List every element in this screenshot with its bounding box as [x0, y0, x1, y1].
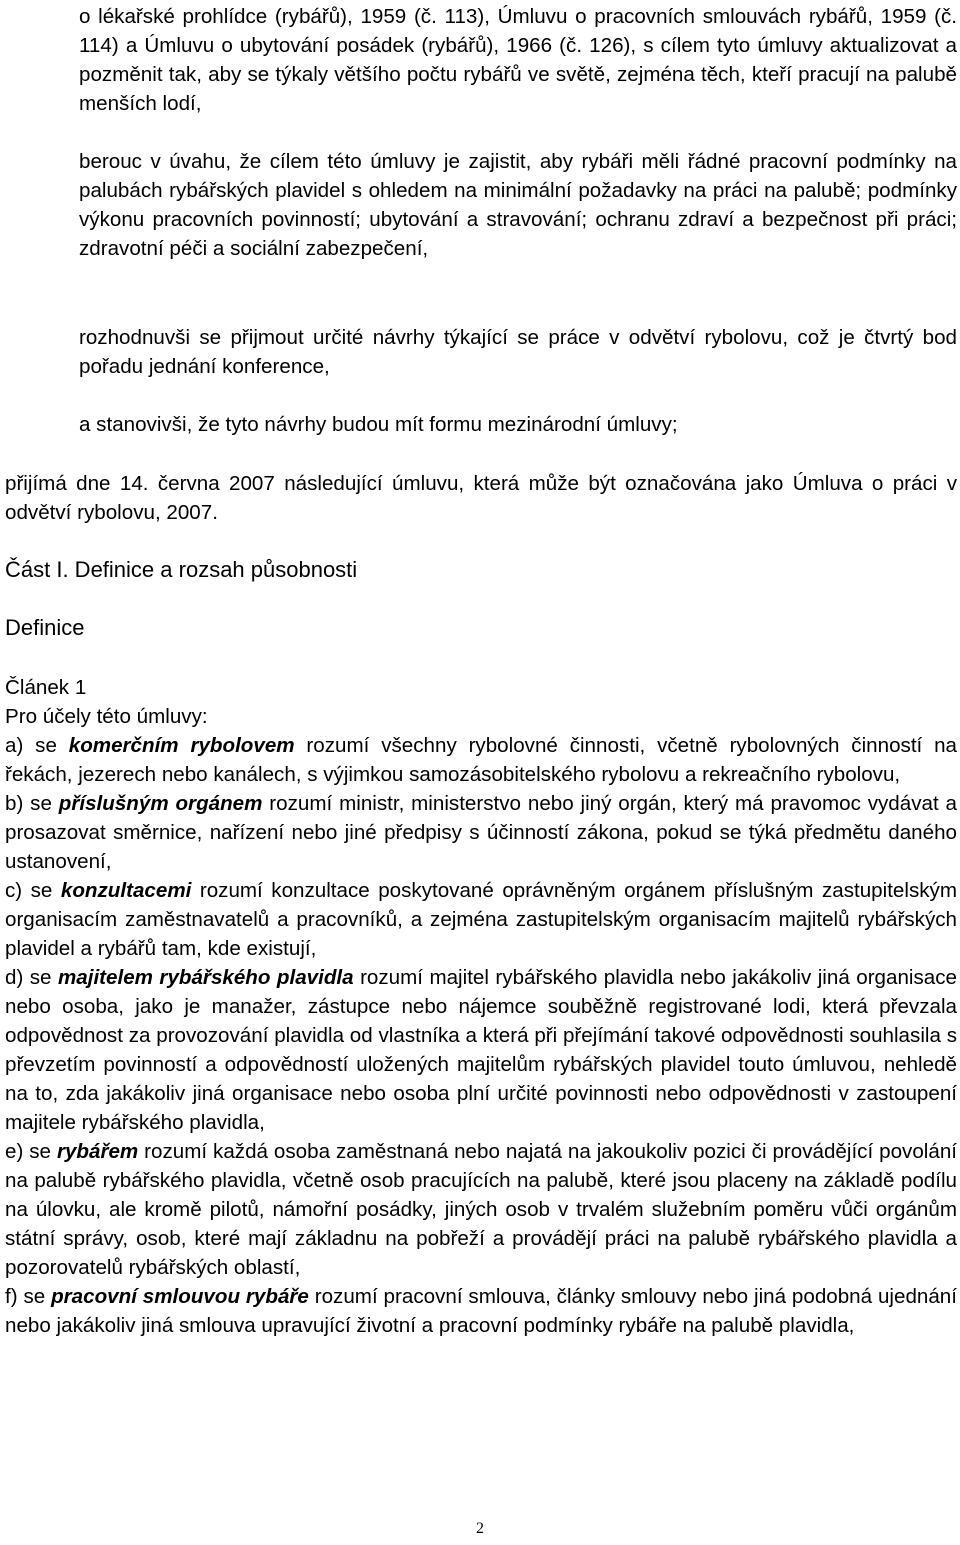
definition-prefix: a) se [5, 734, 69, 757]
page-number: 2 [476, 1520, 484, 1537]
definition-item-b [5, 789, 957, 876]
definition-item-d [5, 963, 957, 1137]
paragraph-berouc: berouc v úvahu, že cílem této úmluvy je zajistit, aby rybáři měli řádné pracovní podmínky na palubách rybářských plavidel s ohledem na minimální požadavky na práci na palubě; podmínky výkonu pracovních povinností; ubytování a stravování; ochranu zdraví a bezpečnost při práci; zdravotní péči a sociální zabezpečení, [79, 150, 957, 260]
definition-prefix: f) se [5, 1285, 52, 1308]
definition-prefix: e) se [5, 1140, 57, 1163]
definition-text: rozumí majitel rybářského plavidla nebo jakákoliv jiná organisace nebo osoba, jako je manažer, zástupce nebo nájemce souběžně registrované lodi, která převzala odpovědnost za provozování plavidla od vlastníka a která při přejímání takové odpovědnosti souhlasila s převzetím povinností a odpovědností uložených majitelům rybářských plavidel touto úmluvou, nehledě na to, zda jakákoliv jiná organisace nebo osoba plní určité povinnosti nebo odpovědnosti v zastoupení majitele rybářského plavidla, [5, 966, 957, 1134]
definition-term: komerčním rybolovem [68, 734, 295, 757]
definitions-list [5, 731, 957, 1340]
part-heading: Část I. Definice a rozsah působnosti [5, 557, 358, 582]
paragraph-stanovivsi: a stanovivši, že tyto návrhy budou mít formu mezinárodní úmluvy; [79, 413, 678, 436]
section-heading: Definice [5, 615, 85, 640]
paragraph-conventions: o lékařské prohlídce (rybářů), 1959 (č. 113), Úmluvu o pracovních smlouvách rybářů, 1959 (č. 114) a Úmluvu o ubytování posádek (rybářů), 1966 (č. 126), s cílem tyto úmluvy aktualizovat a pozměnit tak, aby se týkaly většího počtu rybářů ve světě, zejména těch, kteří pracují na palubě menších lodí, [79, 5, 957, 115]
definition-item-e [5, 1137, 957, 1282]
definition-prefix: d) se [5, 966, 58, 989]
definition-term: pracovní smlouvou rybáře [51, 1285, 309, 1308]
paragraph-rozhodnuvsi: rozhodnuvši se přijmout určité návrhy týkající se práce v odvětví rybolovu, což je čtvrtý bod pořadu jednání konference, [79, 326, 957, 378]
definition-text: rozumí ministr, ministerstvo nebo jiný orgán, který má pravomoc vydávat a prosazovat směrnice, nařízení nebo jiné předpisy s účinností zákona, pokud se týká předmětu daného ustanovení, [5, 792, 957, 873]
article-intro: Pro účely této úmluvy: [5, 705, 208, 728]
definition-text: rozumí pracovní smlouva, články smlouvy nebo jiná podobná ujednání nebo jakákoliv jiná smlouva upravující životní a pracovní podmínky rybáře na palubě plavidla, [5, 1285, 957, 1337]
definition-prefix: c) se [5, 879, 61, 902]
definition-item-c [5, 876, 957, 963]
definition-term: majitelem rybářského plavidla [57, 966, 354, 989]
definition-item-a [5, 731, 957, 789]
article-title: Článek 1 [5, 676, 87, 699]
definition-item-f [5, 1282, 957, 1340]
definition-term: příslušným orgánem [58, 792, 263, 815]
definition-prefix: b) se [5, 792, 59, 815]
definition-term: rybářem [56, 1140, 139, 1163]
definition-text: rozumí všechny rybolovné činnosti, včetně rybolovných činností na řekách, jezerech nebo kanálech, s výjimkou samozásobitelského rybolovu a rekreačního rybolovu, [5, 734, 957, 786]
definition-term: konzultacemi [60, 879, 192, 902]
definition-text: rozumí konzultace poskytované oprávněným orgánem příslušným zastupitelským organisacím zaměstnavatelů a pracovníků, a zejména zastupitelským organisacím majitelů rybářských plavidel a rybářů tam, kde existují, [5, 879, 957, 960]
paragraph-prijima: přijímá dne 14. června 2007 následující úmluvu, která může být označována jako Úmluva o práci v odvětví rybolovu, 2007. [5, 472, 957, 524]
definition-text: rozumí každá osoba zaměstnaná nebo najatá na jakoukoliv pozici či provádějící povolání na palubě rybářského plavidla, včetně osob pracujících na palubě, které jsou placeny na základě podílu na úlovku, ale kromě pilotů, námořní posádky, jiných osob v trvalém služebním poměru vůči orgánům státní správy, osob, které mají základnu na pobřeží a provádějí práci na palubě rybářského plavidla a pozorovatelů rybářských oblastí, [5, 1140, 957, 1279]
